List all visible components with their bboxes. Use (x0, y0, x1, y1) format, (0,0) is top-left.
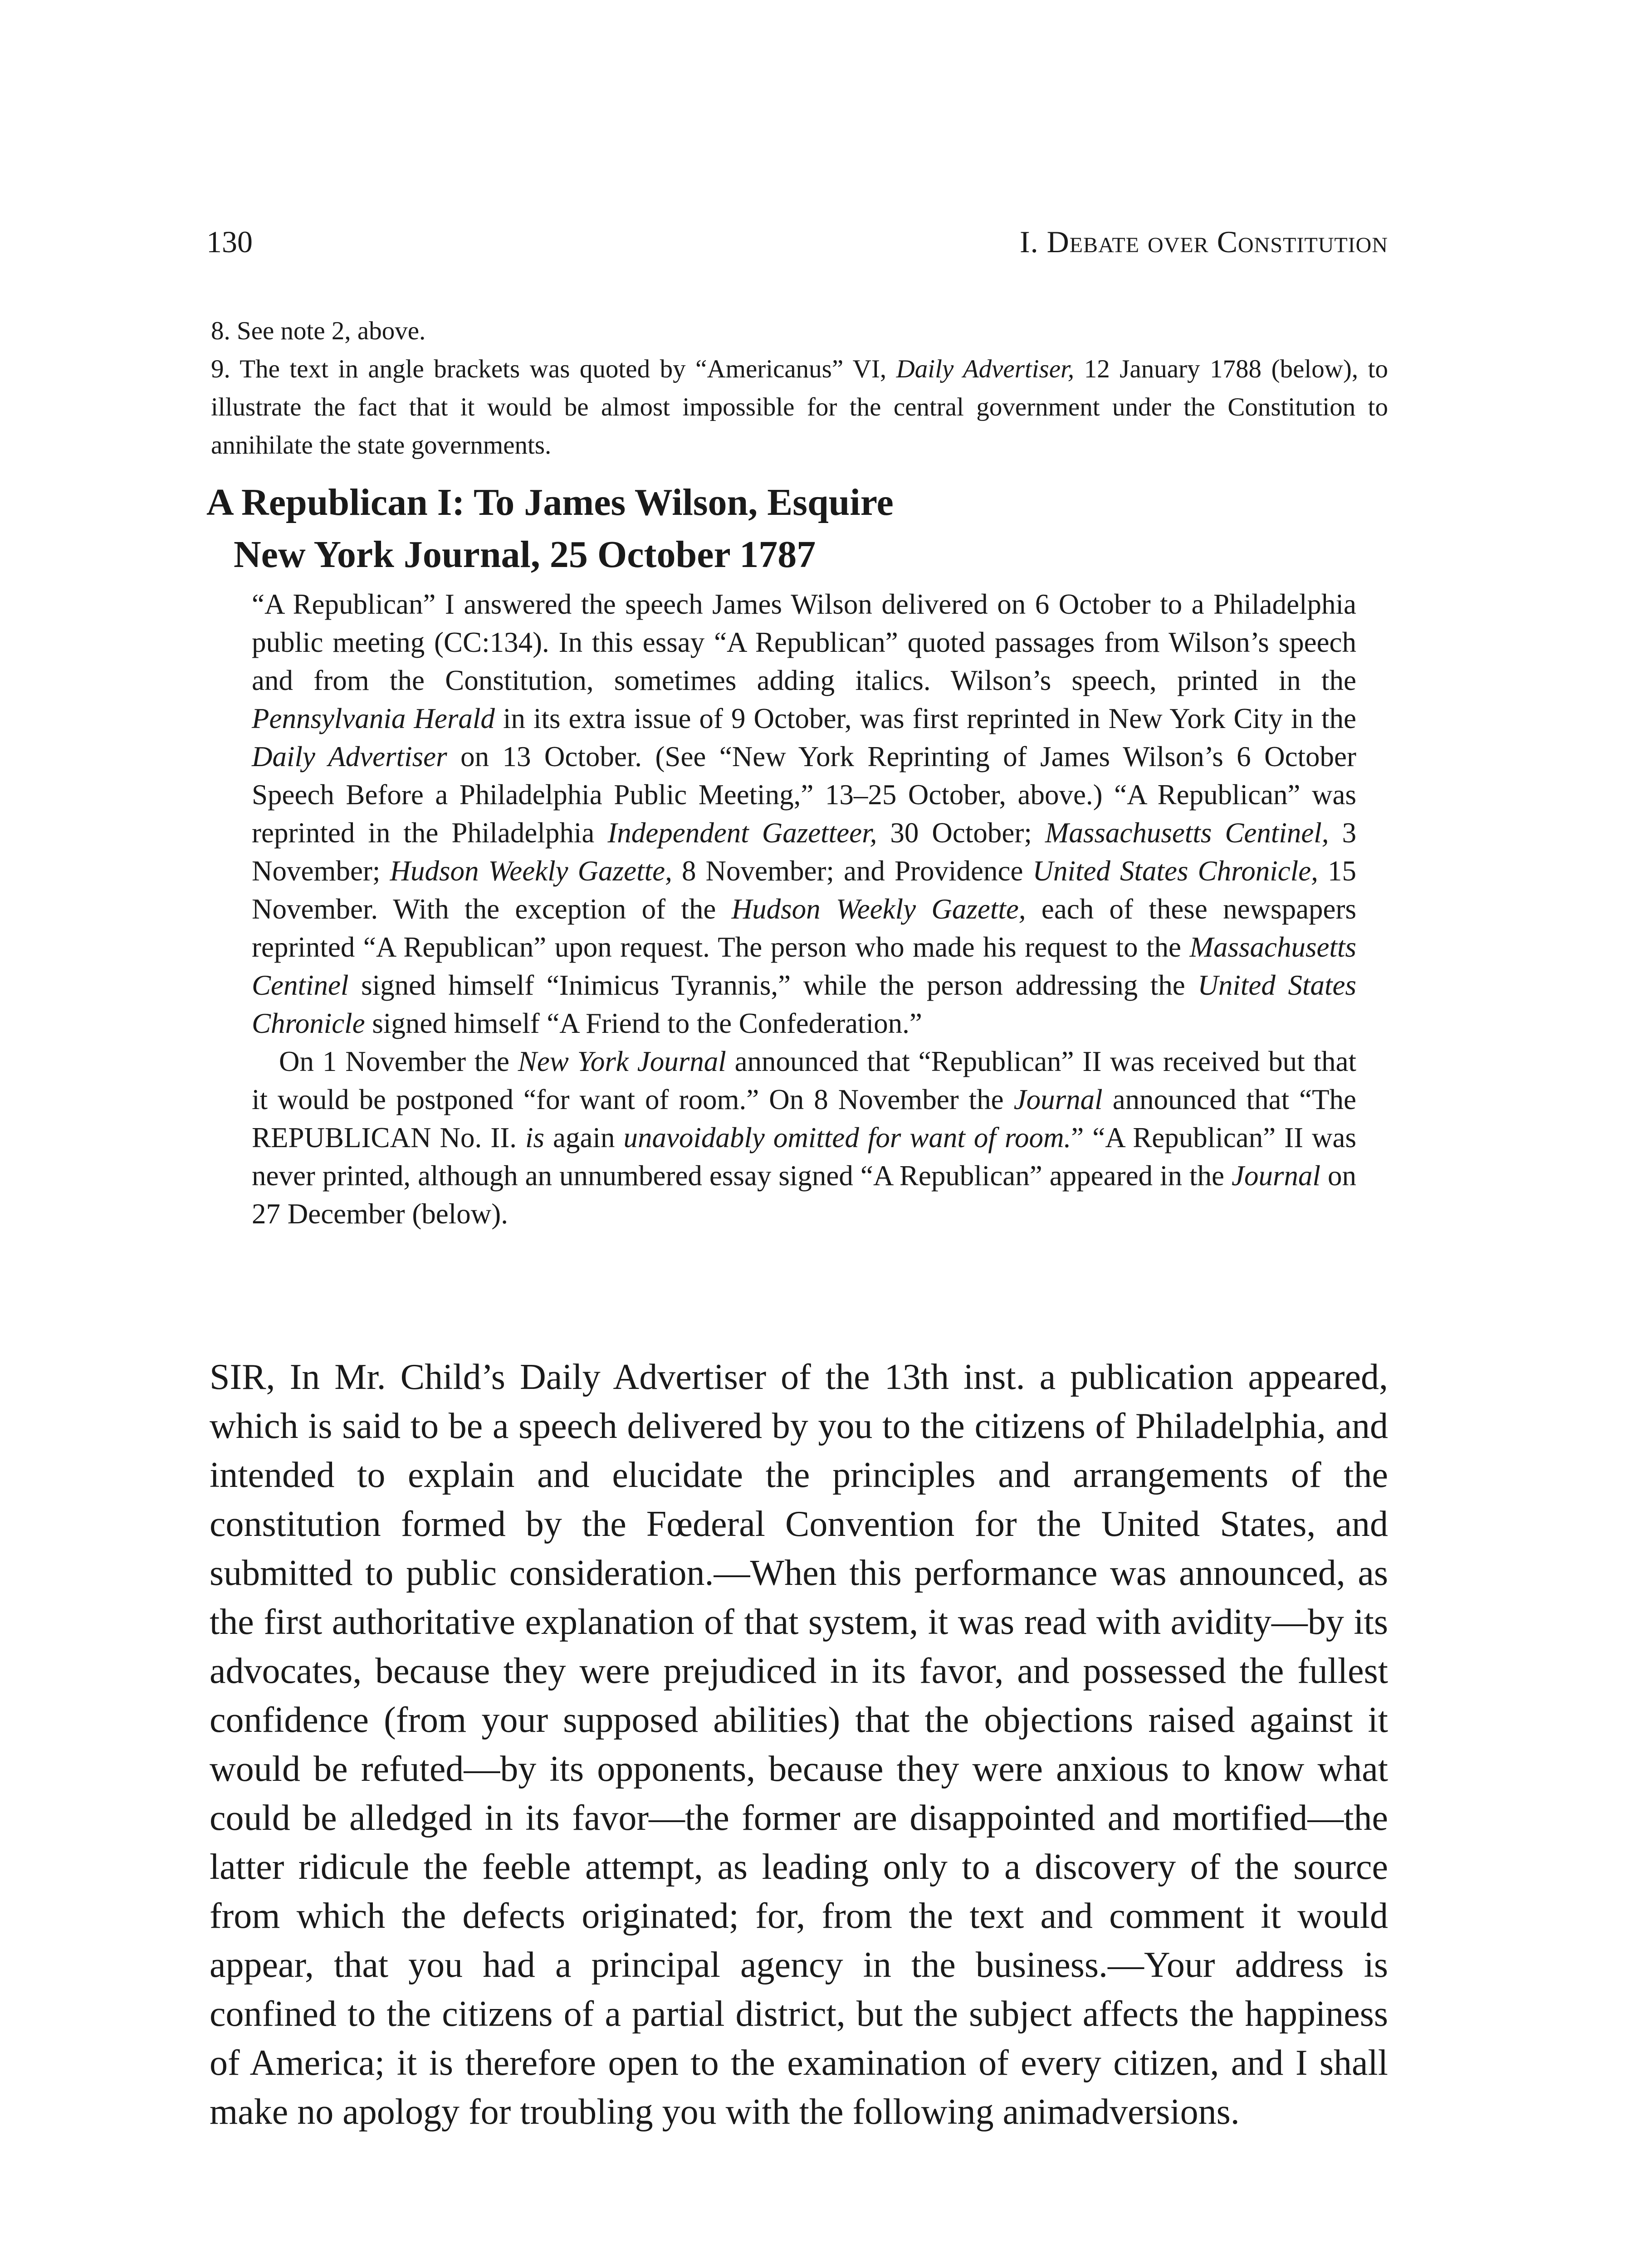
headnote-text: signed himself “A Friend to the Confederation.” (372, 1007, 922, 1039)
headnote-text: on 13 October. (See “New York Reprinting of James Wilson’s 6 October Speech Before a Philadelphia Public Meeting,” 13–25 October, above.) “A Republican” was reprinted in the Philadelphia (252, 741, 1356, 849)
headnote-text: 3 November; (252, 817, 1357, 887)
section-title: I. Debate over Constitution (1019, 225, 1388, 259)
newspaper-title: Hudson Weekly Gazette, (731, 893, 1026, 925)
headnote-text: in its extra issue of 9 October, was first reprinted in New York City in the (503, 703, 1357, 734)
newspaper-title: Pennsylvania Herald (252, 703, 495, 734)
newspaper-title: Hudson Weekly Gazette, (390, 855, 672, 887)
page-number: 130 (206, 225, 253, 259)
note-italic-title: Daily Advertiser, (896, 355, 1075, 383)
headnote-text: on 27 December (below). (252, 1160, 1357, 1230)
newspaper-title: New York Journal (518, 1046, 726, 1077)
newspaper-title: United States Chronicle (252, 969, 1357, 1039)
footnotes (211, 312, 1388, 464)
headnote-text: ” “A Republican” II was never printed, although an unnumbered essay signed “A Republican” appeared in the (252, 1122, 1357, 1192)
headnote-text: announced that “The REPUBLICAN No. II. (252, 1084, 1357, 1154)
headnote-text: 15 November. With the exception of the (252, 855, 1356, 925)
newspaper-title: Daily Advertiser (252, 741, 447, 772)
heading-source: New York Journal, 25 October 1787 (234, 533, 816, 576)
running-head (206, 221, 1388, 262)
headnote-text: again (553, 1122, 615, 1154)
newspaper-title: Massachusetts Centinel, (1045, 817, 1329, 849)
note-number: 9. (211, 355, 230, 383)
newspaper-title: United States Chronicle, (1032, 855, 1318, 887)
italic-word: is (525, 1122, 545, 1154)
headnote-text: “A Republican” I answered the speech James Wilson delivered on 6 October to a Philadelphia public meeting (CC:134). In this essay “A Republican” quoted passages from Wilson’s speech and from the Constitution, sometimes adding italics. Wilson’s speech, printed in the (252, 588, 1356, 696)
newspaper-title: Independent Gazetteer, (607, 817, 877, 849)
italic-phrase: unavoidably omitted for want of room. (623, 1122, 1071, 1154)
headnote-text: each of these newspapers reprinted “A Republican” upon request. The person who made his request to the (252, 893, 1356, 963)
editorial-headnote (252, 585, 1356, 1233)
headnote-paragraph-1 (252, 585, 1356, 1042)
newspaper-title: Journal (1013, 1084, 1103, 1115)
headnote-text: announced that “Republican” II was received but that it would be postponed “for want of room.” On 8 November the (252, 1046, 1357, 1115)
note-9 (211, 350, 1388, 464)
newspaper-title: Journal (1232, 1160, 1321, 1192)
note-text: See note 2, above. (237, 317, 426, 345)
note-number: 8. (211, 317, 230, 345)
headnote-text: signed himself “Inimicus Tyrannis,” while the person addressing the (361, 969, 1185, 1001)
letter-paragraph: SIR, In Mr. Child’s Daily Advertiser of the 13th inst. a publication appeared, which is said to be a speech delivered by you to the citizens of Philadelphia, and intended to explain and elucidate the principles and arrangements of the constitution formed by the Fœderal Convention for the United States, and submitted to public consideration.—When this performance was announced, as the first authoritative explanation of that system, it was read with avidity—by its advocates, because they were prejudiced in its favor, and possessed the fullest confidence (from your supposed abilities) that the objections raised against it would be refuted—by its opponents, because they were anxious to know what could be alledged in its favor—the former are disappointed and mortified—the latter ridicule the feeble attempt, as leading only to a discovery of the source from which the defects originated; for, from the text and comment it would appear, that you had a principal agency in the business.—Your address is confined to the citizens of a partial district, but the subject affects the happiness of America; it is therefore open to the examination of every citizen, and I shall make no apology for troubling you with the following animadversions. (210, 1357, 1388, 2132)
headnote-text: 30 October; (890, 817, 1032, 849)
note-text: The text in angle brackets was quoted by “Americanus” VI, (240, 355, 887, 383)
newspaper-title: Massachusetts Centinel (252, 931, 1357, 1001)
document-heading (206, 476, 1388, 581)
note-text: 12 January 1788 (below), to illustrate the fact that it would be almost impossible for the central government under the Constitution to annihilate the state governments. (211, 355, 1388, 459)
note-8 (211, 312, 1388, 350)
heading-title: A Republican I: To James Wilson, Esquire (206, 481, 894, 523)
letter-body (210, 1353, 1388, 2136)
headnote-text: On 1 November the (279, 1046, 509, 1077)
headnote-paragraph-2 (252, 1042, 1356, 1233)
headnote-text: 8 November; and Providence (681, 855, 1023, 887)
